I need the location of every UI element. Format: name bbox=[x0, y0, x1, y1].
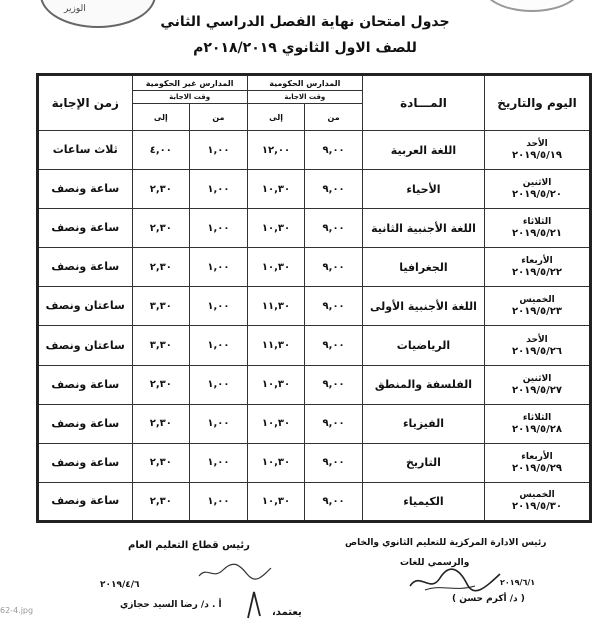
table-row bbox=[38, 209, 591, 248]
cell-subject: الفيزياء bbox=[362, 404, 484, 443]
cell-day-date bbox=[485, 326, 591, 365]
table-row bbox=[38, 170, 591, 209]
exam-date: ٢٠١٩/٥/٣٠ bbox=[511, 501, 563, 513]
signature-left-title: رئيس قطاع التعليم العام bbox=[128, 540, 250, 551]
day-name: الاثنين bbox=[522, 373, 552, 384]
cell-nongov-to: ٢,٣٠ bbox=[132, 248, 190, 287]
cell-gov-to: ١٠,٣٠ bbox=[247, 443, 305, 482]
cell-nongov-from: ١,٠٠ bbox=[190, 248, 248, 287]
cell-gov-from: ٩,٠٠ bbox=[305, 482, 363, 521]
cell-subject: اللغة العربية bbox=[362, 131, 484, 170]
handwritten-mark-bottom bbox=[240, 588, 280, 620]
day-name: الثلاثاء bbox=[522, 412, 552, 423]
header-gov-to: إلى bbox=[247, 104, 305, 131]
file-label: 62-4.jpg bbox=[0, 606, 34, 615]
handwritten-signature-left bbox=[195, 560, 275, 584]
day-name: الاثنين bbox=[522, 178, 552, 189]
cell-gov-to: ١٠,٣٠ bbox=[247, 482, 305, 521]
exam-date: ٢٠١٩/٥/٢٢ bbox=[511, 267, 563, 279]
exam-schedule-table bbox=[36, 73, 592, 523]
cell-subject: الكيمياء bbox=[362, 482, 484, 521]
cell-subject: الجغرافيا bbox=[362, 248, 484, 287]
signature-left-name: أ . د/ رضا السيد حجازي bbox=[120, 600, 222, 610]
cell-gov-from: ٩,٠٠ bbox=[305, 131, 363, 170]
cell-gov-to: ١١,٣٠ bbox=[247, 287, 305, 326]
cell-nongov-to: ٢,٣٠ bbox=[132, 482, 190, 521]
header-answer-duration: زمن الإجابة bbox=[38, 75, 133, 131]
exam-date: ٢٠١٩/٥/٢٧ bbox=[511, 384, 563, 396]
cell-gov-from: ٩,٠٠ bbox=[305, 170, 363, 209]
cell-nongov-from: ١,٠٠ bbox=[190, 482, 248, 521]
cell-subject: اللغة الأجنبية الأولى bbox=[362, 287, 484, 326]
cell-duration: ساعة ونصف bbox=[38, 209, 133, 248]
cell-subject: الأحياء bbox=[362, 170, 484, 209]
cell-day-date bbox=[485, 131, 591, 170]
cell-duration: ساعة ونصف bbox=[38, 170, 133, 209]
exam-date: ٢٠١٩/٥/٢٨ bbox=[511, 423, 563, 435]
cell-day-date bbox=[485, 404, 591, 443]
header-nongov-answer-time: وقت الاجابة bbox=[132, 91, 247, 104]
cell-duration: ساعة ونصف bbox=[38, 404, 133, 443]
cell-duration: ساعتان ونصف bbox=[38, 287, 133, 326]
cell-gov-from: ٩,٠٠ bbox=[305, 443, 363, 482]
header-nongov-schools: المدارس غير الحكومية bbox=[132, 75, 247, 91]
day-name: الخميس bbox=[519, 295, 555, 306]
signature-right-date: ٢٠١٩/٦/١ bbox=[500, 578, 536, 587]
approval-text: يعتمد، bbox=[272, 607, 302, 618]
cell-subject: اللغة الأجنبية الثانية bbox=[362, 209, 484, 248]
table-row bbox=[38, 443, 591, 482]
cell-duration: ساعة ونصف bbox=[38, 248, 133, 287]
header-subject: المـــادة bbox=[362, 75, 484, 131]
document-title: جدول امتحان نهاية الفصل الدراسي الثاني bbox=[160, 14, 450, 30]
cell-subject: التاريخ bbox=[362, 443, 484, 482]
cell-gov-to: ١٠,٣٠ bbox=[247, 209, 305, 248]
exam-date: ٢٠١٩/٥/٢٦ bbox=[511, 345, 563, 357]
cell-nongov-from: ١,٠٠ bbox=[190, 131, 248, 170]
day-name: الخميس bbox=[519, 490, 555, 501]
ministry-seal-right bbox=[482, 0, 582, 12]
handwritten-signature-right bbox=[405, 566, 505, 596]
cell-gov-to: ١٢,٠٠ bbox=[247, 131, 305, 170]
exam-date: ٢٠١٩/٥/١٩ bbox=[511, 150, 563, 162]
table-row bbox=[38, 287, 591, 326]
cell-gov-to: ١٠,٣٠ bbox=[247, 248, 305, 287]
cell-subject: الفلسفة والمنطق bbox=[362, 365, 484, 404]
cell-day-date bbox=[485, 443, 591, 482]
table-row bbox=[38, 404, 591, 443]
day-name: الثلاثاء bbox=[522, 217, 552, 228]
seal-left-text: الوزير bbox=[64, 4, 86, 14]
exam-date: ٢٠١٩/٥/٢٩ bbox=[511, 462, 563, 474]
exam-date: ٢٠١٩/٥/٢١ bbox=[511, 228, 563, 240]
header-gov-answer-time: وقت الاجابة bbox=[247, 91, 362, 104]
table-row bbox=[38, 248, 591, 287]
header-nongov-from: من bbox=[190, 104, 248, 131]
table-row bbox=[38, 326, 591, 365]
cell-gov-from: ٩,٠٠ bbox=[305, 287, 363, 326]
header-nongov-to: إلى bbox=[132, 104, 190, 131]
cell-day-date bbox=[485, 365, 591, 404]
cell-gov-to: ١٠,٣٠ bbox=[247, 404, 305, 443]
cell-gov-from: ٩,٠٠ bbox=[305, 404, 363, 443]
header-gov-from: من bbox=[305, 104, 363, 131]
header-day-date: اليوم والتاريخ bbox=[485, 75, 591, 131]
cell-nongov-from: ١,٠٠ bbox=[190, 443, 248, 482]
cell-day-date bbox=[485, 170, 591, 209]
cell-nongov-from: ١,٠٠ bbox=[190, 404, 248, 443]
table-row bbox=[38, 482, 591, 521]
cell-duration: ساعة ونصف bbox=[38, 482, 133, 521]
cell-day-date bbox=[485, 287, 591, 326]
signature-left-date: ٢٠١٩/٤/٦ bbox=[100, 580, 140, 590]
cell-gov-from: ٩,٠٠ bbox=[305, 248, 363, 287]
cell-duration: ثلاث ساعات bbox=[38, 131, 133, 170]
day-name: الأحد bbox=[526, 334, 548, 345]
document-subtitle: للصف الاول الثانوي ٢٠١٨/٢٠١٩م bbox=[193, 40, 417, 56]
cell-nongov-from: ١,٠٠ bbox=[190, 170, 248, 209]
table-row bbox=[38, 365, 591, 404]
cell-day-date bbox=[485, 248, 591, 287]
cell-nongov-from: ١,٠٠ bbox=[190, 209, 248, 248]
cell-duration: ساعتان ونصف bbox=[38, 326, 133, 365]
signature-right-title: رئيس الادارة المركزية للتعليم الثانوي والخاص bbox=[345, 538, 547, 548]
day-name: الأحد bbox=[526, 139, 548, 150]
cell-nongov-to: ٣,٣٠ bbox=[132, 326, 190, 365]
cell-nongov-to: ٢,٣٠ bbox=[132, 170, 190, 209]
day-name: الأربعاء bbox=[521, 256, 553, 267]
cell-nongov-to: ٢,٣٠ bbox=[132, 209, 190, 248]
cell-gov-from: ٩,٠٠ bbox=[305, 326, 363, 365]
cell-gov-to: ١١,٣٠ bbox=[247, 326, 305, 365]
cell-nongov-to: ٣,٣٠ bbox=[132, 287, 190, 326]
cell-nongov-to: ٤,٠٠ bbox=[132, 131, 190, 170]
cell-nongov-to: ٢,٣٠ bbox=[132, 443, 190, 482]
day-name: الأربعاء bbox=[521, 451, 553, 462]
cell-duration: ساعة ونصف bbox=[38, 443, 133, 482]
signature-right-subtitle: والرسمي للغات bbox=[400, 558, 470, 568]
signature-right-name: ( د/ أكرم حسن ) bbox=[452, 594, 525, 604]
cell-nongov-to: ٢,٣٠ bbox=[132, 404, 190, 443]
cell-gov-from: ٩,٠٠ bbox=[305, 209, 363, 248]
cell-gov-from: ٩,٠٠ bbox=[305, 365, 363, 404]
header-gov-schools: المدارس الحكومية bbox=[247, 75, 362, 91]
exam-date: ٢٠١٩/٥/٢٠ bbox=[511, 189, 563, 201]
cell-gov-to: ١٠,٣٠ bbox=[247, 365, 305, 404]
cell-day-date bbox=[485, 482, 591, 521]
cell-day-date bbox=[485, 209, 591, 248]
cell-nongov-from: ١,٠٠ bbox=[190, 365, 248, 404]
table-row bbox=[38, 131, 591, 170]
cell-gov-to: ١٠,٣٠ bbox=[247, 170, 305, 209]
cell-nongov-to: ٢,٣٠ bbox=[132, 365, 190, 404]
cell-duration: ساعة ونصف bbox=[38, 365, 133, 404]
cell-nongov-from: ١,٠٠ bbox=[190, 326, 248, 365]
exam-date: ٢٠١٩/٥/٢٣ bbox=[511, 306, 563, 318]
cell-nongov-from: ١,٠٠ bbox=[190, 287, 248, 326]
cell-subject: الرياضيات bbox=[362, 326, 484, 365]
